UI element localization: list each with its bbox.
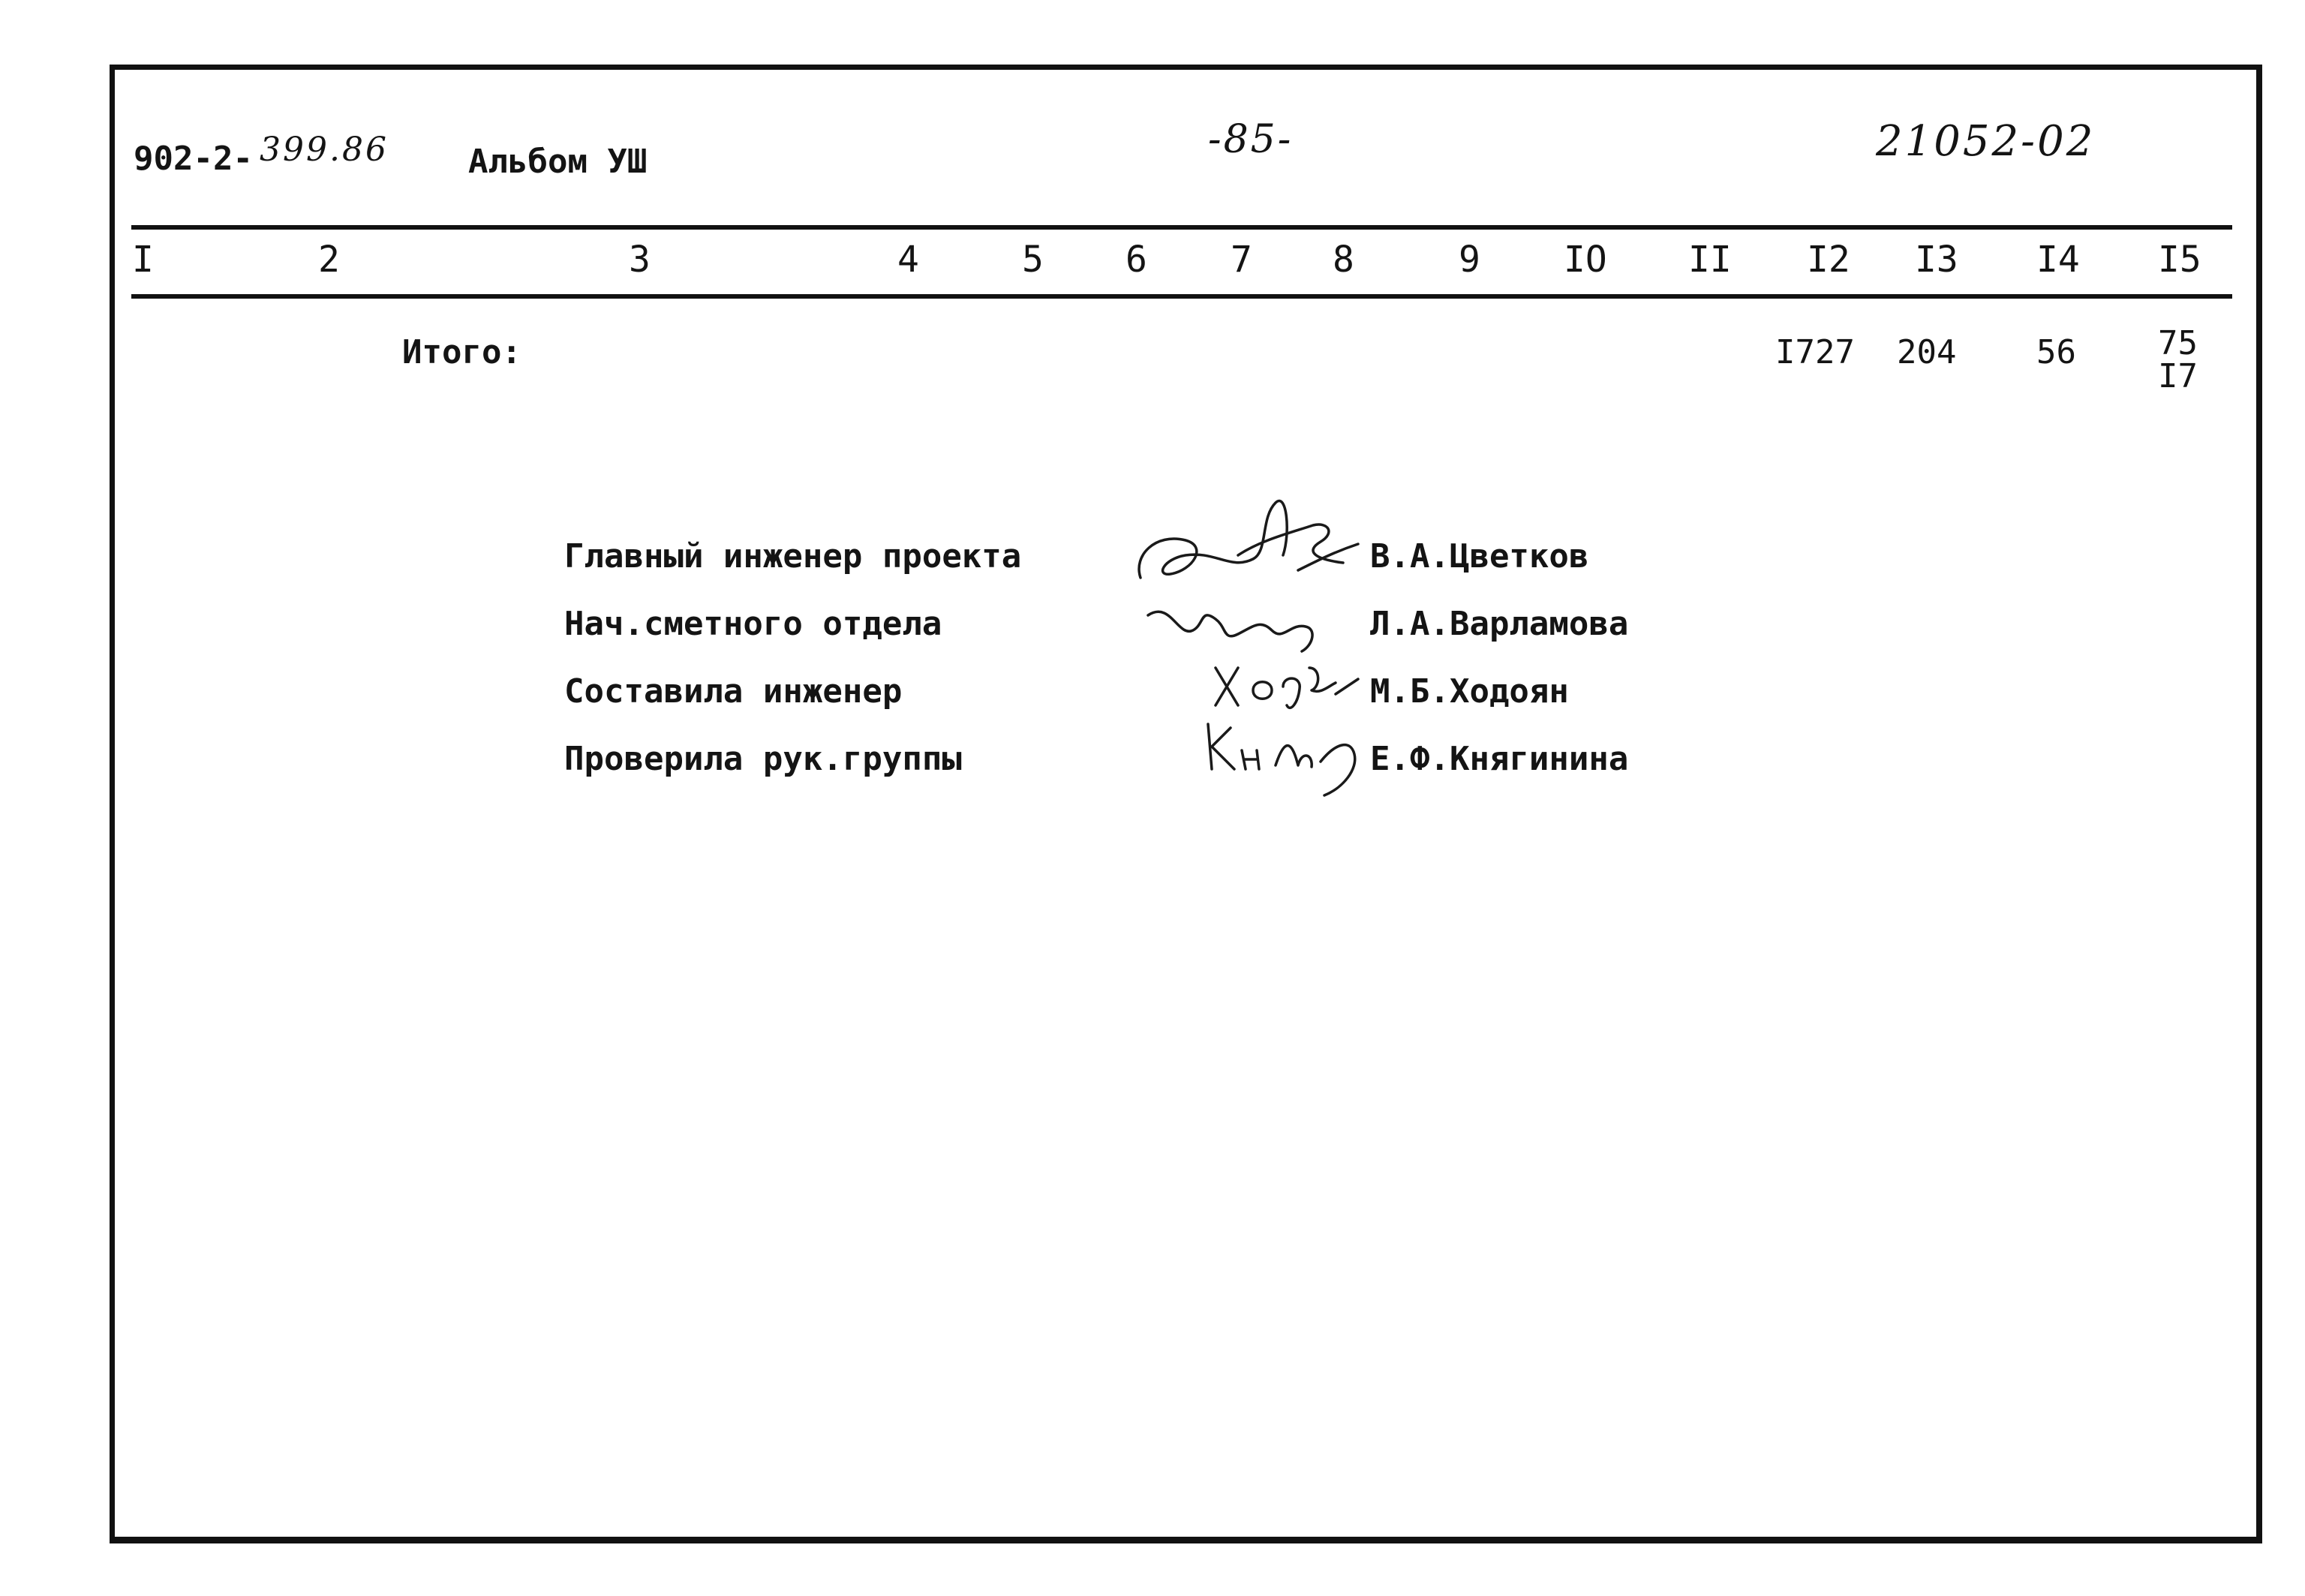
handwritten-signature xyxy=(1208,653,1366,720)
signatory-name: Л.А.Варламова xyxy=(1370,605,1629,643)
column-number: 9 xyxy=(1459,239,1480,281)
column-number: 5 xyxy=(1022,239,1044,281)
total-col15-line2: I7 xyxy=(2158,357,2198,395)
column-number: 6 xyxy=(1125,239,1147,281)
handwritten-signature xyxy=(1125,488,1366,593)
totals-label: Итого: xyxy=(402,333,521,371)
total-col14: 56 xyxy=(2036,333,2076,371)
column-number: 8 xyxy=(1333,239,1354,281)
signature-role: Составила инженер xyxy=(564,672,903,711)
header-rule-top xyxy=(131,225,2232,230)
signature-role: Проверила рук.группы xyxy=(564,740,962,778)
column-number: 3 xyxy=(629,239,651,281)
doc-code: 902-2- xyxy=(134,140,253,178)
signatory-name: М.Б.Ходоян xyxy=(1370,672,1569,711)
sheet-code: 21052-02 xyxy=(1876,117,2096,166)
column-number: I2 xyxy=(1807,239,1850,281)
handwritten-signature xyxy=(1140,593,1336,660)
page-frame xyxy=(110,65,2262,1543)
page-number: -85- xyxy=(1208,117,1294,162)
handwritten-signature xyxy=(1201,713,1381,803)
column-number: 7 xyxy=(1231,239,1252,281)
column-number: I4 xyxy=(2036,239,2080,281)
signatory-name: В.А.Цветков xyxy=(1370,537,1589,576)
header-rule-bottom xyxy=(131,294,2232,299)
total-col13: 204 xyxy=(1897,333,1957,371)
column-number: II xyxy=(1688,239,1732,281)
column-number: I5 xyxy=(2158,239,2201,281)
column-number: 2 xyxy=(318,239,340,281)
column-number: IO xyxy=(1564,239,1607,281)
column-number: 4 xyxy=(897,239,919,281)
column-number: I3 xyxy=(1915,239,1958,281)
signature-role: Главный инженер проекта xyxy=(564,537,1022,576)
total-col15-line1: 75 xyxy=(2158,324,2198,362)
signatory-name: Е.Ф.Княгинина xyxy=(1370,740,1629,778)
column-number: I xyxy=(132,239,154,281)
signature-role: Нач.сметного отдела xyxy=(564,605,942,643)
album-label: Альбом УШ xyxy=(468,143,648,181)
doc-code-handwritten: 399.86 xyxy=(260,131,389,169)
total-col12: I727 xyxy=(1775,333,1855,371)
